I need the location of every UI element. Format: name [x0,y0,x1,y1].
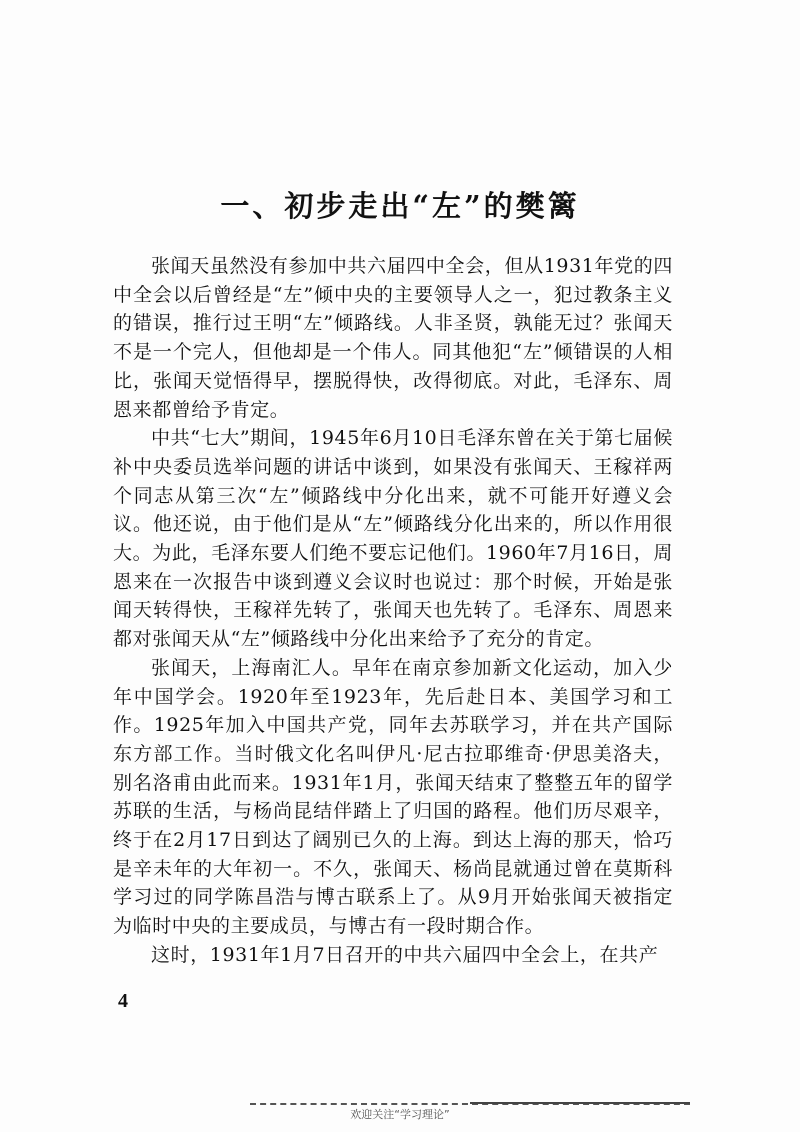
paragraph-2: 中共“七大”期间，1945年6月10日毛泽东曾在关于第七届候补中央委员选举问题的讲话中谈到，如果没有张闻天、王稼祥两个同志从第三次“左”倾路线中分化出来，就不可能开好遵义会议。他还说，由于他们是从“左”倾路线分化出来的，所以作用很大。为此，毛泽东要人们绝不要忘记他们。1960年7月16日，周恩来在一次报告中谈到遵义会议时也说过：那个时候，开始是张闻天转得快，王稼祥先转了，张闻天也先转了。毛泽东、周恩来都对张闻天从“左”倾路线中分化出来给予了充分的肯定。 [113,427,673,651]
paragraph-1: 张闻天虽然没有参加中共六届四中全会，但从1931年党的四中全会以后曾经是“左”倾中央的主要领导人之一，犯过教条主义的错误，推行过王明“左”倾路线。人非圣贤，孰能无过？张闻天不是一个完人，但他却是一个伟人。同其他犯“左”倾错误的人相比，张闻天觉悟得早，摆脱得快，改得彻底。对此，毛泽东、周恩来都曾给予肯定。 [113,255,673,421]
page-number: 4 [118,990,128,1012]
footer-divider-solid [470,1102,690,1104]
chapter-title: 一、初步走出“左”的樊篱 [220,189,580,223]
footer-watermark-note: 欢迎关注“学习理论” [350,1108,450,1121]
body-text [113,252,673,970]
paragraph-3: 张闻天，上海南汇人。早年在南京参加新文化运动，加入少年中国学会。1920年至1923年，先后赴日本、美国学习和工作。1925年加入中国共产党，同年去苏联学习，并在共产国际东方部工作。当时俄文化名叫伊凡·尼古拉耶维奇·伊思美洛夫，别名洛甫由此而来。1931年1月，张闻天结束了整整五年的留学苏联的生活，与杨尚昆结伴踏上了归国的路程。他们历尽艰辛，终于在2月17日到达了阔别已久的上海。到达上海的那天，恰巧是辛未年的大年初一。不久，张闻天、杨尚昆就通过曾在莫斯科学习过的同学陈昌浩与博古联系上了。从9月开始张闻天被指定为临时中央的主要成员，与博古有一段时期合作。 [113,656,673,938]
paragraph-4: 这时，1931年1月7日召开的中共六届四中全会上，在共产 [151,943,659,966]
